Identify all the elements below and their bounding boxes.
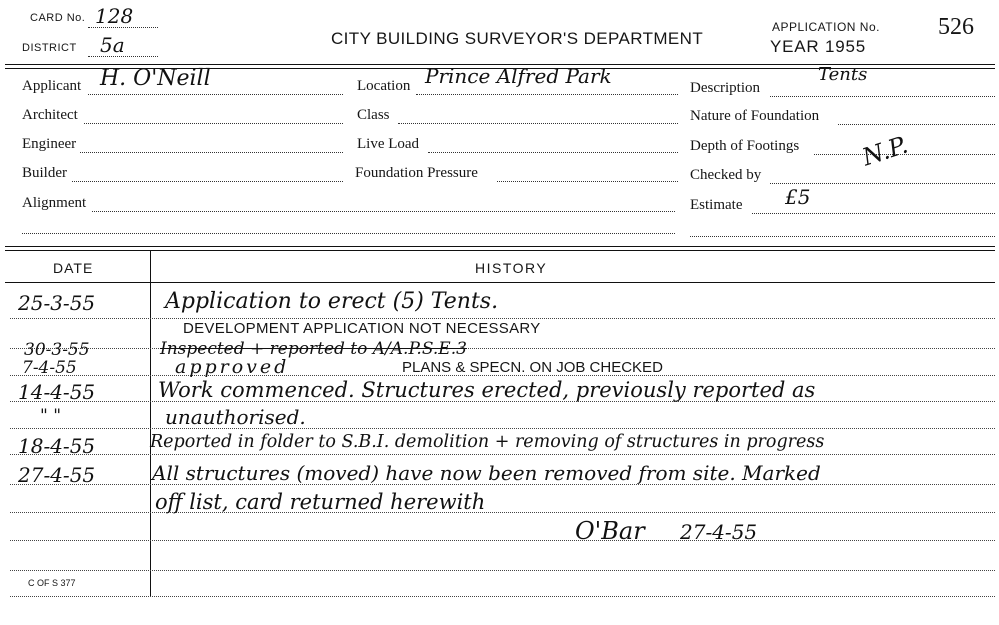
date-column-header: DATE xyxy=(53,260,94,276)
history-column-header: HISTORY xyxy=(475,260,548,276)
location-label: Location xyxy=(357,78,411,94)
history-entry-text: Inspected + reported to A/A.P.S.E.3 xyxy=(160,339,467,359)
department-title: CITY BUILDING SURVEYOR'S DEPARTMENT xyxy=(331,29,704,48)
application-no-label: APPLICATION No. xyxy=(772,20,880,34)
signature-date: 27-4-55 xyxy=(680,520,758,544)
history-entry-text: Application to erect (5) Tents. xyxy=(165,289,499,314)
history-date: 30-3-55 xyxy=(24,340,90,360)
history-date: 18-4-55 xyxy=(18,434,96,458)
live-load-label: Live Load xyxy=(357,136,420,152)
history-entry-text: Work commenced. Structures erected, previously reported as xyxy=(158,378,816,402)
history-entry-text: unauthorised. xyxy=(165,405,306,429)
estimate-value: £5 xyxy=(785,185,811,209)
application-number: 526 xyxy=(938,14,974,40)
checked-by-initials: N.P. xyxy=(858,130,912,172)
history-entry-text: approved xyxy=(175,356,290,378)
district-value: 5a xyxy=(100,33,125,57)
checked-by-label: Checked by xyxy=(690,167,762,183)
development-application-stamp: DEVELOPMENT APPLICATION NOT NECESSARY xyxy=(183,320,541,337)
history-date: 7-4-55 xyxy=(22,358,77,378)
history-entry-text: Reported in folder to S.B.I. demolition + removing of structures in progress xyxy=(150,432,825,452)
history-date: " " xyxy=(40,406,62,426)
year-label: YEAR 1955 xyxy=(770,37,867,56)
history-date: 14-4-55 xyxy=(18,380,96,404)
builder-label: Builder xyxy=(22,165,67,181)
history-entry-text: off list, card returned herewith xyxy=(155,490,486,514)
applicant-value: H. O'Neill xyxy=(100,66,211,91)
alignment-label: Alignment xyxy=(22,195,87,211)
engineer-label: Engineer xyxy=(22,136,77,152)
class-label: Class xyxy=(357,107,390,123)
location-value: Prince Alfred Park xyxy=(425,64,612,88)
history-date: 25-3-55 xyxy=(18,291,96,315)
depth-of-footings-label: Depth of Footings xyxy=(690,138,800,154)
district-label: DISTRICT xyxy=(22,42,77,54)
description-value: Tents xyxy=(818,64,868,85)
foundation-pressure-label: Foundation Pressure xyxy=(355,165,478,181)
form-code: C OF S 377 xyxy=(28,578,76,588)
description-label: Description xyxy=(690,80,760,96)
signature: O'Bar xyxy=(575,517,645,545)
history-entry-text: All structures (moved) have now been removed from site. Marked xyxy=(152,461,821,485)
plans-checked-stamp: PLANS & SPECN. ON JOB CHECKED xyxy=(402,359,663,376)
nature-of-foundation-label: Nature of Foundation xyxy=(690,108,820,124)
architect-label: Architect xyxy=(22,107,78,123)
estimate-label: Estimate xyxy=(690,197,743,213)
card-no-label: CARD No. xyxy=(30,12,86,24)
history-date: 27-4-55 xyxy=(18,463,96,487)
applicant-label: Applicant xyxy=(22,78,82,94)
card-no-value: 128 xyxy=(95,4,134,28)
